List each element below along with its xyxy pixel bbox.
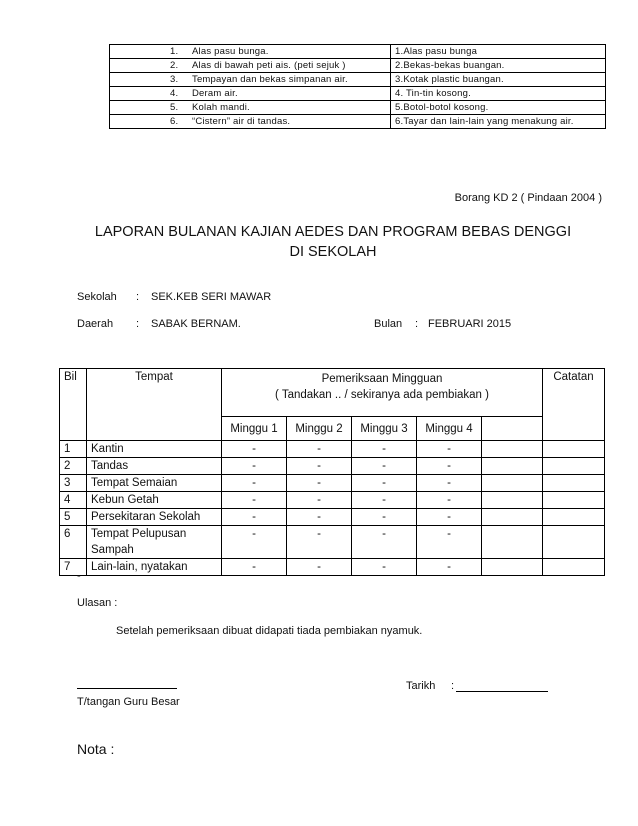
report-title-line2: DI SEKOLAH [289, 244, 377, 260]
row-notes-cell [543, 441, 605, 458]
month-colon: : [415, 318, 419, 330]
row-location: Tempat Pelupusan Sampah [87, 526, 222, 559]
indoor-site-cell [110, 87, 391, 101]
outdoor-site-cell: 6.Tayar dan lain-lain yang menakung air. [391, 115, 606, 129]
week-3-mark: - [352, 526, 417, 559]
week-2-mark: - [287, 475, 352, 492]
month-value: FEBRUARI 2015 [428, 318, 512, 330]
row-number: 5 [60, 509, 87, 526]
indoor-site-text: “Cistern” air di tandas. [192, 116, 291, 127]
week-2-mark: - [287, 526, 352, 559]
breeding-sites-table [109, 44, 606, 129]
row-extra-cell [482, 559, 543, 576]
district-colon: : [136, 318, 140, 330]
row-number: 3 [60, 475, 87, 492]
school-label: Sekolah [77, 291, 117, 303]
header-bil: Bil [60, 369, 87, 441]
header-weekly-subtitle: ( Tandakan .. / sekiranya ada pembiakan ) [275, 389, 489, 401]
week-3-mark: - [352, 441, 417, 458]
week-1-mark: - [222, 526, 287, 559]
indoor-site-number: 2. [170, 60, 179, 71]
week-3-mark: - [352, 475, 417, 492]
indoor-site-number: 6. [170, 116, 179, 127]
review-text: Setelah pemeriksaan dibuat didapati tiada pembiakan nyamuk. [116, 625, 423, 637]
week-4-mark: - [417, 458, 482, 475]
week-1-mark: - [222, 509, 287, 526]
row-notes-cell [543, 475, 605, 492]
outdoor-site-cell: 2.Bekas-bekas buangan. [391, 59, 606, 73]
inspection-row [60, 492, 605, 509]
signature-line [77, 688, 177, 689]
week-4-mark: - [417, 509, 482, 526]
week-extra-header [482, 417, 543, 441]
school-colon: : [136, 291, 140, 303]
indoor-site-text: Deram air. [192, 88, 238, 99]
week-3-mark: - [352, 492, 417, 509]
week-4-mark: - [417, 475, 482, 492]
outdoor-site-cell: 5.Botol-botol kosong. [391, 101, 606, 115]
week-header-2: Minggu 2 [287, 417, 352, 441]
breeding-site-row [110, 73, 606, 87]
week-1-mark: - [222, 475, 287, 492]
indoor-site-number: 4. [170, 88, 179, 99]
outdoor-site-cell: 4. Tin-tin kosong. [391, 87, 606, 101]
row-location: Kantin [87, 441, 222, 458]
week-2-mark: - [287, 492, 352, 509]
row-notes-cell [543, 559, 605, 576]
inspection-row [60, 559, 605, 576]
inspection-table [59, 368, 605, 576]
row-extra-cell [482, 492, 543, 509]
district-label: Daerah [77, 318, 114, 330]
row-location: Persekitaran Sekolah [87, 509, 222, 526]
indoor-site-text: Alas di bawah peti ais. (peti sejuk ) [192, 60, 346, 71]
header-weekly [222, 369, 543, 417]
week-3-mark: - [352, 559, 417, 576]
date-colon: : [451, 680, 455, 692]
header-tempat: Tempat [87, 369, 222, 441]
week-header-1: Minggu 1 [222, 417, 287, 441]
row-extra-cell [482, 475, 543, 492]
indoor-site-text: Tempayan dan bekas simpanan air. [192, 74, 348, 85]
outdoor-site-cell: 3.Kotak plastic buangan. [391, 73, 606, 87]
breeding-site-row [110, 101, 606, 115]
header-catatan: Catatan [543, 369, 605, 441]
row-notes-cell [543, 492, 605, 509]
breeding-site-row [110, 59, 606, 73]
stray-dash: - [77, 570, 81, 582]
row-notes-cell [543, 458, 605, 475]
district-value: SABAK BERNAM. [151, 318, 241, 330]
week-1-mark: - [222, 559, 287, 576]
week-1-mark: - [222, 441, 287, 458]
row-notes-cell [543, 509, 605, 526]
week-header-3: Minggu 3 [352, 417, 417, 441]
row-number: 4 [60, 492, 87, 509]
row-location: Tandas [87, 458, 222, 475]
row-number: 1 [60, 441, 87, 458]
week-2-mark: - [287, 559, 352, 576]
row-location: Kebun Getah [87, 492, 222, 509]
row-location: Tempat Semaian [87, 475, 222, 492]
row-extra-cell [482, 509, 543, 526]
week-3-mark: - [352, 458, 417, 475]
inspection-row [60, 441, 605, 458]
indoor-site-text: Kolah mandi. [192, 102, 250, 113]
week-2-mark: - [287, 509, 352, 526]
week-2-mark: - [287, 441, 352, 458]
breeding-site-row [110, 115, 606, 129]
note-label: Nota : [77, 741, 115, 757]
inspection-row [60, 458, 605, 475]
form-code: Borang KD 2 ( Pindaan 2004 ) [454, 192, 602, 204]
row-location: Lain-lain, nyatakan [87, 559, 222, 576]
week-4-mark: - [417, 492, 482, 509]
indoor-site-cell [110, 59, 391, 73]
row-notes-cell [543, 526, 605, 559]
row-number: 7 [60, 559, 87, 576]
indoor-site-text: Alas pasu bunga. [192, 46, 269, 57]
week-4-mark: - [417, 559, 482, 576]
date-line [456, 691, 548, 692]
indoor-site-number: 5. [170, 102, 179, 113]
indoor-site-number: 1. [170, 46, 179, 57]
indoor-site-cell [110, 115, 391, 129]
breeding-site-row [110, 87, 606, 101]
row-extra-cell [482, 526, 543, 559]
week-1-mark: - [222, 492, 287, 509]
week-2-mark: - [287, 458, 352, 475]
breeding-site-row [110, 45, 606, 59]
row-number: 2 [60, 458, 87, 475]
row-extra-cell [482, 458, 543, 475]
indoor-site-number: 3. [170, 74, 179, 85]
week-4-mark: - [417, 441, 482, 458]
indoor-site-cell [110, 101, 391, 115]
signature-label: T/tangan Guru Besar [77, 696, 180, 708]
date-label: Tarikh [406, 680, 436, 692]
week-header-4: Minggu 4 [417, 417, 482, 441]
week-1-mark: - [222, 458, 287, 475]
inspection-row [60, 526, 605, 559]
week-4-mark: - [417, 526, 482, 559]
report-title-line1: LAPORAN BULANAN KAJIAN AEDES DAN PROGRAM BEBAS DENGGI [94, 224, 572, 240]
header-weekly-title: Pemeriksaan Mingguan [321, 373, 443, 385]
inspection-row [60, 509, 605, 526]
school-value: SEK.KEB SERI MAWAR [151, 291, 272, 303]
review-label: Ulasan : [77, 597, 118, 609]
week-3-mark: - [352, 509, 417, 526]
month-label: Bulan [374, 318, 403, 330]
inspection-row [60, 475, 605, 492]
row-number: 6 [60, 526, 87, 559]
row-extra-cell [482, 441, 543, 458]
outdoor-site-cell: 1.Alas pasu bunga [391, 45, 606, 59]
indoor-site-cell [110, 73, 391, 87]
indoor-site-cell [110, 45, 391, 59]
